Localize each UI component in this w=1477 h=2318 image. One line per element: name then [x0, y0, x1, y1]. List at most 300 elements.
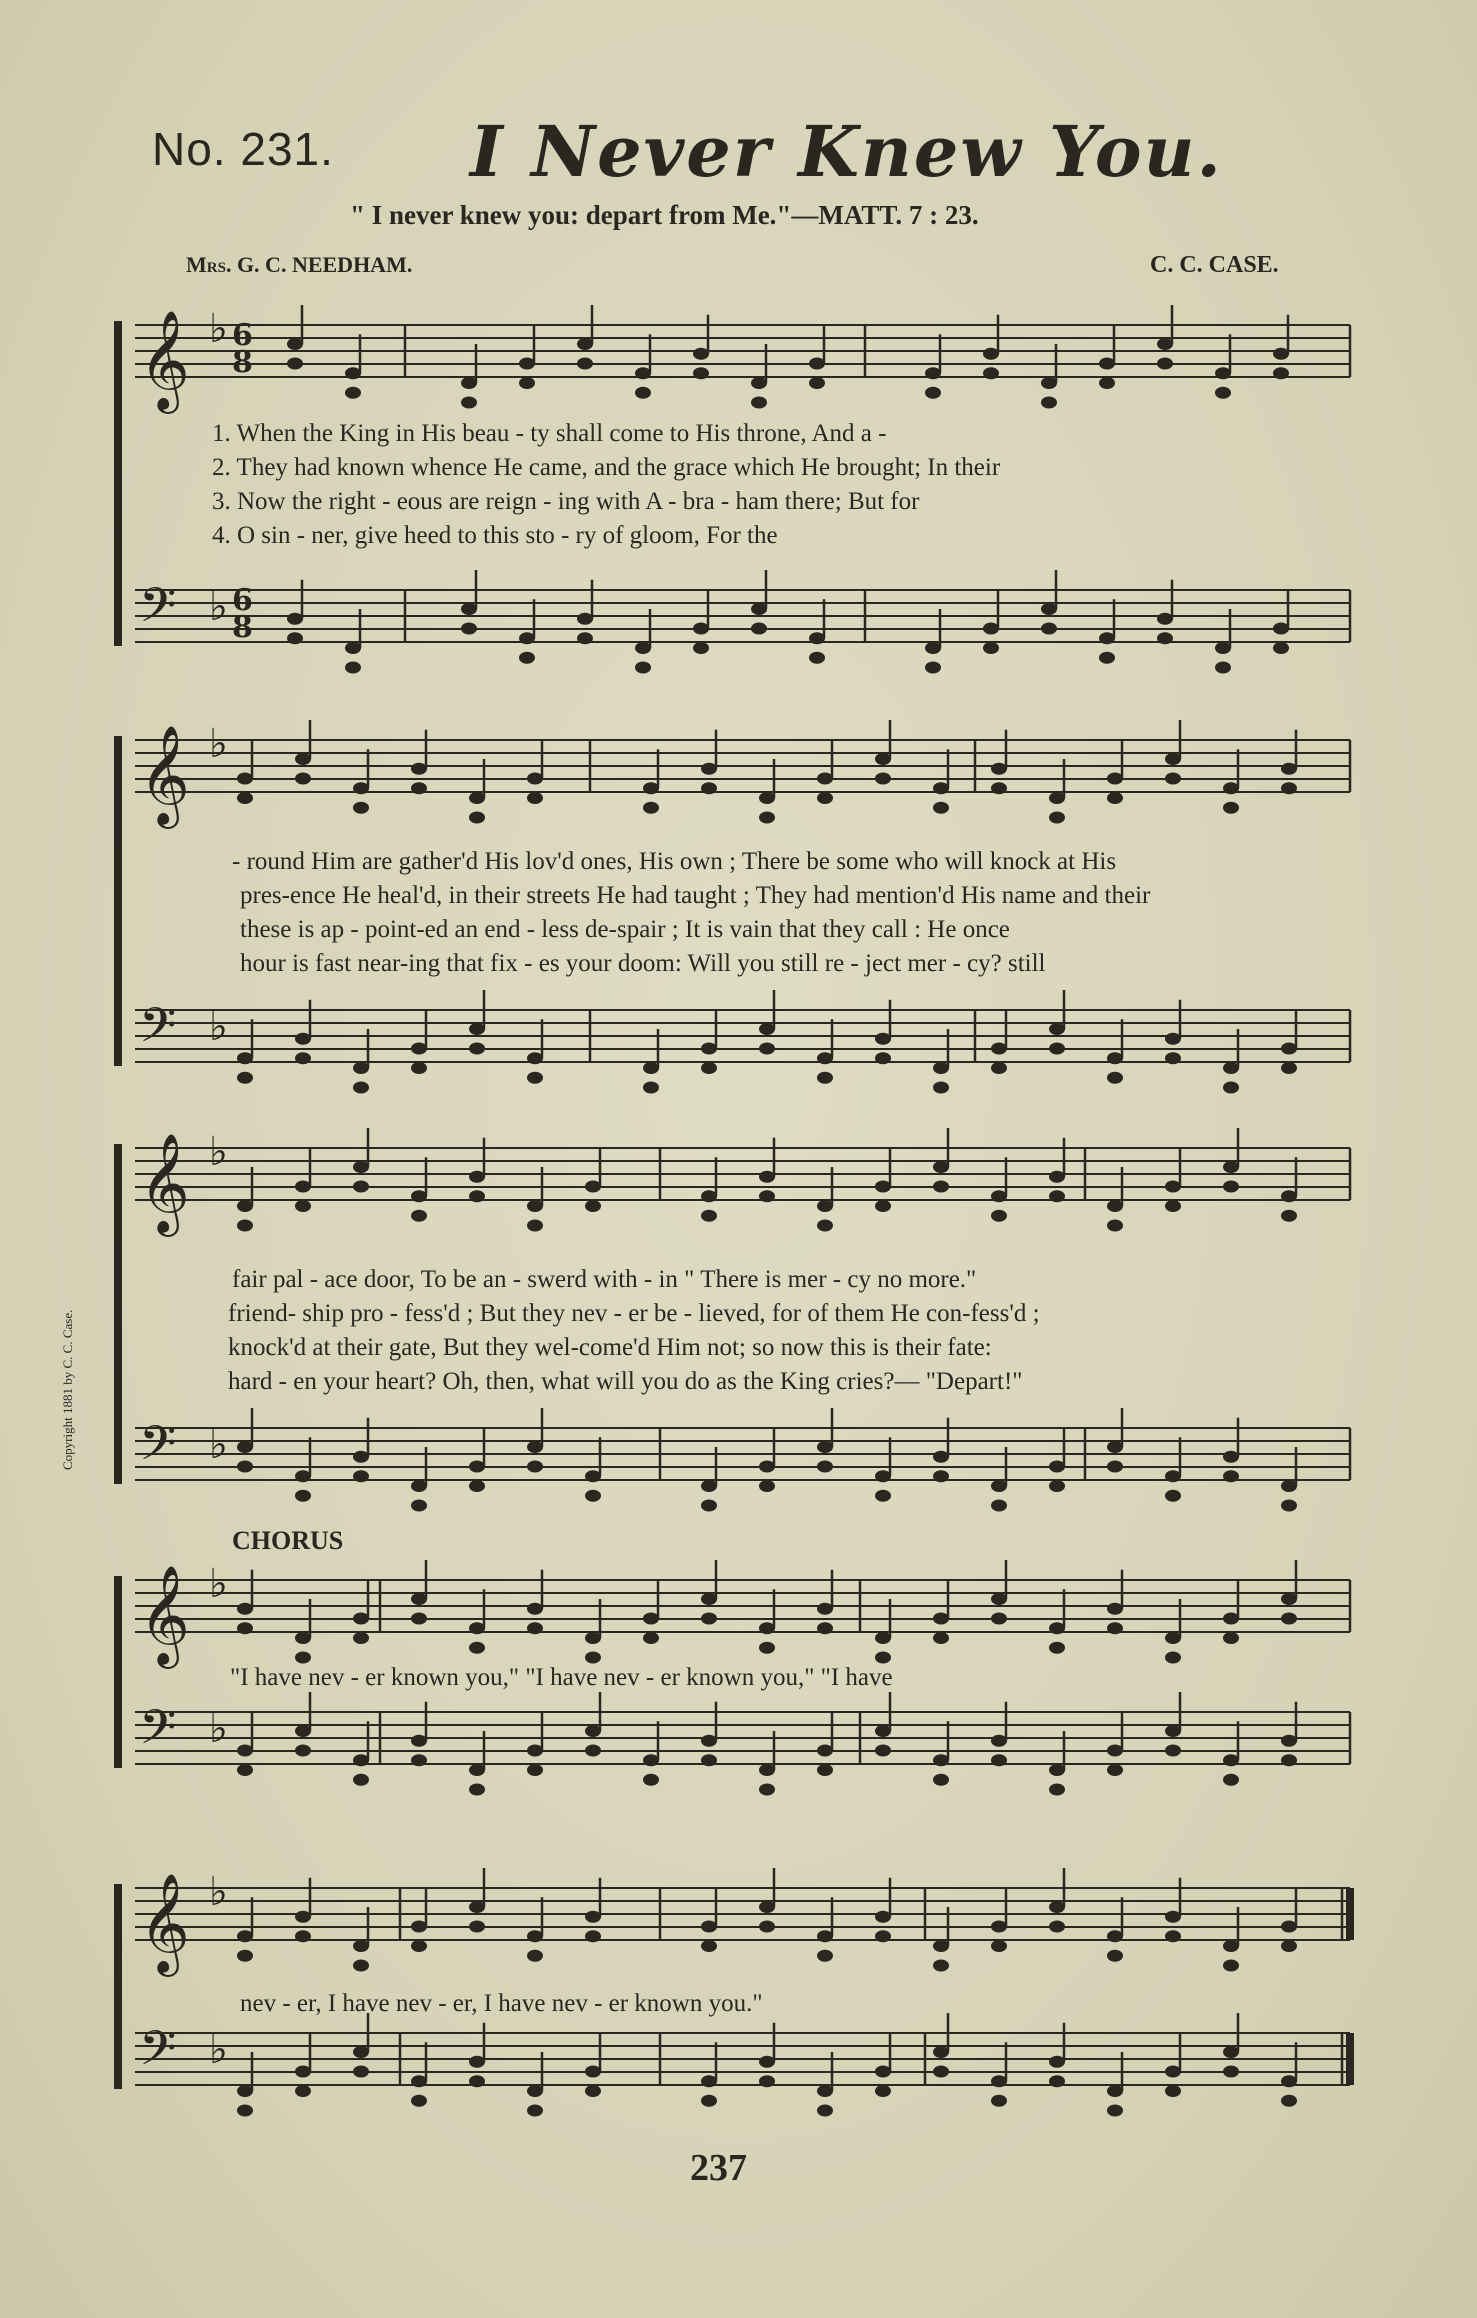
note-head: [1223, 782, 1239, 794]
note-head: [577, 632, 593, 644]
note-head: [527, 1461, 543, 1473]
note-head: [585, 2085, 601, 2097]
note-head: [991, 1754, 1007, 1766]
note-head: [527, 1603, 543, 1615]
note-head: [345, 662, 361, 674]
note-head: [933, 1940, 949, 1952]
time-signature-bottom: 8: [232, 345, 253, 380]
copyright-notice: Copyright 1881 by C. C. Case.: [60, 1309, 75, 1470]
note-head: [461, 377, 477, 389]
note-head: [817, 1950, 833, 1962]
note-head: [345, 642, 361, 654]
note-head: [585, 2066, 601, 2078]
note-head: [527, 773, 543, 785]
note-head: [1165, 1200, 1181, 1212]
flat-sign-icon: ♭: [209, 721, 228, 767]
note-head: [353, 1754, 369, 1766]
note-head: [933, 1161, 949, 1173]
scripture-epigraph: " I never knew you: depart from Me."—MATT. 7 : 23.: [350, 200, 979, 230]
note-head: [759, 1642, 775, 1654]
treble-clef-icon: 𝄞: [139, 725, 190, 825]
note-head: [585, 1930, 601, 1942]
flat-sign-icon: ♭: [209, 584, 228, 630]
lyricist-credit: Mrs. G. C. NEEDHAM.: [186, 252, 413, 277]
note-head: [1165, 1725, 1181, 1737]
note-head: [933, 1470, 949, 1482]
note-head: [701, 1480, 717, 1492]
note-head: [585, 1181, 601, 1193]
note-head: [925, 662, 941, 674]
note-head: [1049, 1461, 1065, 1473]
note-head: [353, 802, 369, 814]
note-head: [1165, 1033, 1181, 1045]
note-head: [643, 1062, 659, 1074]
note-head: [1165, 753, 1181, 765]
lyric-line-s1-v1: 1. When the King in His beau - ty shall come to His throne, And a -: [212, 420, 887, 447]
note-head: [295, 1490, 311, 1502]
note-head: [701, 1593, 717, 1605]
flat-sign-icon: ♭: [209, 1129, 228, 1175]
note-head: [759, 1043, 775, 1055]
note-head: [1049, 792, 1065, 804]
note-head: [577, 613, 593, 625]
note-head: [1281, 1593, 1297, 1605]
note-head: [1041, 377, 1057, 389]
note-head: [933, 802, 949, 814]
note-head: [1049, 1784, 1065, 1796]
note-head: [1099, 632, 1115, 644]
note-head: [519, 377, 535, 389]
note-head: [701, 782, 717, 794]
note-head: [237, 1745, 253, 1757]
note-head: [1041, 623, 1057, 635]
note-head: [353, 1470, 369, 1482]
note-head: [585, 1652, 601, 1664]
note-head: [469, 1171, 485, 1183]
note-head: [701, 1613, 717, 1625]
note-head: [1049, 1171, 1065, 1183]
note-head: [817, 1441, 833, 1453]
note-head: [933, 1082, 949, 1094]
lyric-line-s3-v4: hard - en your heart? Oh, then, what will you do as the King cries?— "Depart!": [228, 1368, 1023, 1395]
note-head: [1223, 1181, 1239, 1193]
note-head: [933, 1632, 949, 1644]
note-head: [411, 1062, 427, 1074]
note-head: [1165, 2085, 1181, 2097]
note-head: [1223, 802, 1239, 814]
note-head: [701, 1735, 717, 1747]
note-head: [1107, 1200, 1123, 1212]
note-head: [1107, 1930, 1123, 1942]
note-head: [1049, 1023, 1065, 1035]
note-head: [461, 397, 477, 409]
note-head: [1165, 1745, 1181, 1757]
note-head: [295, 2085, 311, 2097]
note-head: [991, 1921, 1007, 1933]
note-head: [1049, 1622, 1065, 1634]
flat-sign-icon: ♭: [209, 1561, 228, 1607]
note-head: [527, 1220, 543, 1232]
note-head: [933, 1181, 949, 1193]
note-head: [527, 1052, 543, 1064]
note-head: [585, 1745, 601, 1757]
note-head: [295, 1052, 311, 1064]
note-head: [1049, 2075, 1065, 2087]
flat-sign-icon: ♭: [209, 1422, 228, 1468]
note-head: [817, 1052, 833, 1064]
note-head: [809, 358, 825, 370]
note-head: [527, 1622, 543, 1634]
note-head: [817, 792, 833, 804]
note-head: [1165, 1490, 1181, 1502]
note-head: [759, 1901, 775, 1913]
note-head: [287, 632, 303, 644]
note-head: [875, 1052, 891, 1064]
note-head: [411, 1921, 427, 1933]
note-head: [1215, 367, 1231, 379]
note-head: [751, 603, 767, 615]
treble-clef-icon: 𝄞: [139, 310, 190, 410]
note-head: [1273, 367, 1289, 379]
note-head: [983, 348, 999, 360]
bass-clef-icon: 𝄢: [139, 1699, 177, 1767]
treble-clef-icon: 𝄞: [139, 1873, 190, 1973]
note-head: [519, 358, 535, 370]
note-head: [1049, 1043, 1065, 1055]
note-head: [693, 623, 709, 635]
note-head: [1049, 1642, 1065, 1654]
note-head: [527, 792, 543, 804]
note-head: [411, 1480, 427, 1492]
note-head: [701, 1190, 717, 1202]
flat-sign-icon: ♭: [209, 2027, 228, 2073]
note-head: [875, 1632, 891, 1644]
note-head: [1281, 2095, 1297, 2107]
note-head: [469, 1642, 485, 1654]
note-head: [411, 1940, 427, 1952]
note-head: [701, 1940, 717, 1952]
note-head: [1281, 2075, 1297, 2087]
hymn-number: No. 231.: [152, 123, 334, 175]
note-head: [1099, 652, 1115, 664]
note-head: [1223, 2066, 1239, 2078]
note-head: [817, 773, 833, 785]
note-head: [643, 1082, 659, 1094]
note-head: [353, 1940, 369, 1952]
note-head: [411, 1613, 427, 1625]
note-head: [353, 1082, 369, 1094]
note-head: [469, 1921, 485, 1933]
note-head: [519, 652, 535, 664]
note-head: [353, 1161, 369, 1173]
note-head: [469, 1622, 485, 1634]
note-head: [1223, 2046, 1239, 2058]
note-head: [295, 1652, 311, 1664]
note-head: [635, 662, 651, 674]
note-head: [701, 1921, 717, 1933]
note-head: [345, 387, 361, 399]
note-head: [1215, 662, 1231, 674]
note-head: [875, 1745, 891, 1757]
time-signature-bottom: 8: [232, 610, 253, 645]
note-head: [353, 1062, 369, 1074]
note-head: [933, 1754, 949, 1766]
note-head: [817, 1200, 833, 1212]
note-head: [809, 652, 825, 664]
note-head: [1049, 1190, 1065, 1202]
note-head: [701, 763, 717, 775]
note-head: [1165, 1652, 1181, 1664]
note-head: [1281, 1062, 1297, 1074]
note-head: [817, 2085, 833, 2097]
note-head: [1099, 358, 1115, 370]
note-head: [693, 348, 709, 360]
note-head: [1281, 1210, 1297, 1222]
note-head: [643, 1774, 659, 1786]
note-head: [1107, 792, 1123, 804]
note-head: [237, 1764, 253, 1776]
note-head: [411, 1754, 427, 1766]
note-head: [759, 1190, 775, 1202]
note-head: [287, 613, 303, 625]
note-head: [1165, 1911, 1181, 1923]
note-head: [237, 773, 253, 785]
note-head: [1049, 1480, 1065, 1492]
note-head: [817, 1461, 833, 1473]
note-head: [1049, 2056, 1065, 2068]
note-head: [759, 792, 775, 804]
note-head: [983, 367, 999, 379]
note-head: [411, 2075, 427, 2087]
note-head: [983, 623, 999, 635]
note-head: [353, 1960, 369, 1972]
note-head: [991, 1735, 1007, 1747]
note-head: [817, 1622, 833, 1634]
note-head: [295, 1745, 311, 1757]
note-head: [875, 1930, 891, 1942]
note-head: [1281, 1754, 1297, 1766]
note-head: [991, 763, 1007, 775]
note-head: [295, 1911, 311, 1923]
note-head: [1223, 1774, 1239, 1786]
note-head: [469, 2075, 485, 2087]
note-head: [1223, 1632, 1239, 1644]
note-head: [817, 1072, 833, 1084]
note-head: [933, 1062, 949, 1074]
lyric-line-s3-v1: fair pal - ace door, To be an - swerd with - in " There is mer - cy no more.": [232, 1266, 977, 1293]
note-head: [237, 1220, 253, 1232]
note-head: [643, 802, 659, 814]
note-head: [287, 358, 303, 370]
note-head: [643, 1613, 659, 1625]
note-head: [1107, 1052, 1123, 1064]
note-head: [1223, 1062, 1239, 1074]
note-head: [817, 1764, 833, 1776]
note-head: [1157, 338, 1173, 350]
note-head: [469, 1764, 485, 1776]
note-head: [693, 642, 709, 654]
note-head: [1281, 1190, 1297, 1202]
note-head: [933, 782, 949, 794]
note-head: [933, 2046, 949, 2058]
note-head: [933, 2066, 949, 2078]
note-head: [585, 1470, 601, 1482]
note-head: [1157, 358, 1173, 370]
note-head: [991, 782, 1007, 794]
note-head: [353, 1451, 369, 1463]
bass-clef-icon: 𝄢: [139, 997, 177, 1065]
note-head: [875, 753, 891, 765]
note-head: [469, 1190, 485, 1202]
note-head: [469, 1784, 485, 1796]
note-head: [809, 377, 825, 389]
note-head: [469, 1480, 485, 1492]
note-head: [577, 338, 593, 350]
note-head: [817, 1930, 833, 1942]
note-head: [295, 2066, 311, 2078]
note-head: [1099, 377, 1115, 389]
note-head: [1281, 1940, 1297, 1952]
note-head: [295, 1200, 311, 1212]
note-head: [759, 1764, 775, 1776]
note-head: [295, 1033, 311, 1045]
note-head: [295, 753, 311, 765]
chorus-label: CHORUS: [232, 1526, 344, 1555]
note-head: [991, 1043, 1007, 1055]
note-head: [1107, 1441, 1123, 1453]
note-head: [237, 792, 253, 804]
note-head: [469, 812, 485, 824]
note-head: [1041, 603, 1057, 615]
note-head: [1157, 613, 1173, 625]
lyric-line-chorus-1: "I have nev - er known you," "I have nev - er known you," "I have: [230, 1664, 893, 1691]
note-head: [1107, 1461, 1123, 1473]
note-head: [527, 1950, 543, 1962]
note-head: [527, 1200, 543, 1212]
note-head: [701, 1754, 717, 1766]
note-head: [585, 1725, 601, 1737]
note-head: [411, 1735, 427, 1747]
note-head: [469, 1043, 485, 1055]
note-head: [1223, 1754, 1239, 1766]
lyric-line-chorus-2: nev - er, I have nev - er, I have nev - er known you.": [240, 1990, 763, 2017]
note-head: [1215, 387, 1231, 399]
note-head: [1107, 1950, 1123, 1962]
note-head: [353, 782, 369, 794]
note-head: [991, 1593, 1007, 1605]
note-head: [759, 1622, 775, 1634]
note-head: [875, 1652, 891, 1664]
note-head: [759, 1921, 775, 1933]
note-head: [693, 367, 709, 379]
note-head: [925, 642, 941, 654]
note-head: [875, 1470, 891, 1482]
note-head: [461, 603, 477, 615]
note-head: [925, 387, 941, 399]
note-head: [991, 1940, 1007, 1952]
note-head: [809, 632, 825, 644]
note-head: [527, 1930, 543, 1942]
note-head: [1223, 1161, 1239, 1173]
note-head: [875, 2066, 891, 2078]
note-head: [1107, 1072, 1123, 1084]
note-head: [295, 1725, 311, 1737]
note-head: [751, 623, 767, 635]
note-head: [527, 2105, 543, 2117]
note-head: [1049, 812, 1065, 824]
note-head: [1273, 642, 1289, 654]
note-head: [1273, 623, 1289, 635]
time-signature-top: 6: [232, 318, 253, 353]
lyric-line-s2-v4: hour is fast near-ing that fix - es your doom: Will you still re - ject mer - cy? still: [240, 950, 1046, 977]
bass-clef-icon: 𝄢: [139, 2020, 177, 2088]
note-head: [527, 1441, 543, 1453]
note-head: [295, 1930, 311, 1942]
lyric-line-s3-v3: knock'd at their gate, But they wel-come'd Him not; so now this is their fate:: [228, 1334, 992, 1361]
note-head: [353, 1632, 369, 1644]
note-head: [759, 1171, 775, 1183]
note-head: [643, 1632, 659, 1644]
note-head: [1281, 1500, 1297, 1512]
note-head: [469, 792, 485, 804]
note-head: [585, 1632, 601, 1644]
note-head: [635, 367, 651, 379]
note-head: [411, 1043, 427, 1055]
note-head: [1223, 1082, 1239, 1094]
note-head: [991, 1500, 1007, 1512]
note-head: [527, 1745, 543, 1757]
note-head: [875, 1200, 891, 1212]
note-head: [353, 2046, 369, 2058]
lyric-line-s2-v1: - round Him are gather'd His lov'd ones, His own ; There be some who will knock at His: [232, 848, 1117, 875]
note-head: [933, 1774, 949, 1786]
lyric-line-s2-v3: these is ap - point-ed an end - less de-spair ; It is vain that they call : He once: [240, 916, 1010, 943]
note-head: [295, 1181, 311, 1193]
lyric-line-s1-v4: 4. O sin - ner, give heed to this sto - ry of gloom, For the: [212, 522, 778, 549]
note-head: [933, 1451, 949, 1463]
note-head: [991, 1190, 1007, 1202]
note-head: [577, 358, 593, 370]
note-head: [411, 1500, 427, 1512]
note-head: [469, 1901, 485, 1913]
note-head: [875, 773, 891, 785]
note-head: [237, 1603, 253, 1615]
note-head: [237, 2105, 253, 2117]
note-head: [527, 2085, 543, 2097]
note-head: [933, 1613, 949, 1625]
note-head: [469, 1023, 485, 1035]
lyric-line-s1-v2: 2. They had known whence He came, and the grace which He brought; In their: [212, 454, 1001, 481]
note-head: [701, 1210, 717, 1222]
note-head: [1049, 1921, 1065, 1933]
note-head: [411, 782, 427, 794]
note-head: [585, 1911, 601, 1923]
treble-clef-icon: 𝄞: [139, 1565, 190, 1665]
note-head: [1165, 1181, 1181, 1193]
flat-sign-icon: ♭: [209, 1869, 228, 1915]
note-head: [1223, 1613, 1239, 1625]
note-head: [1165, 1930, 1181, 1942]
note-head: [1107, 1745, 1123, 1757]
hymn-title: I Never Knew You.: [470, 110, 1223, 193]
note-head: [1223, 1451, 1239, 1463]
note-head: [411, 2095, 427, 2107]
note-head: [1281, 1735, 1297, 1747]
note-head: [411, 1593, 427, 1605]
note-head: [759, 812, 775, 824]
note-head: [701, 1062, 717, 1074]
note-head: [1281, 1043, 1297, 1055]
